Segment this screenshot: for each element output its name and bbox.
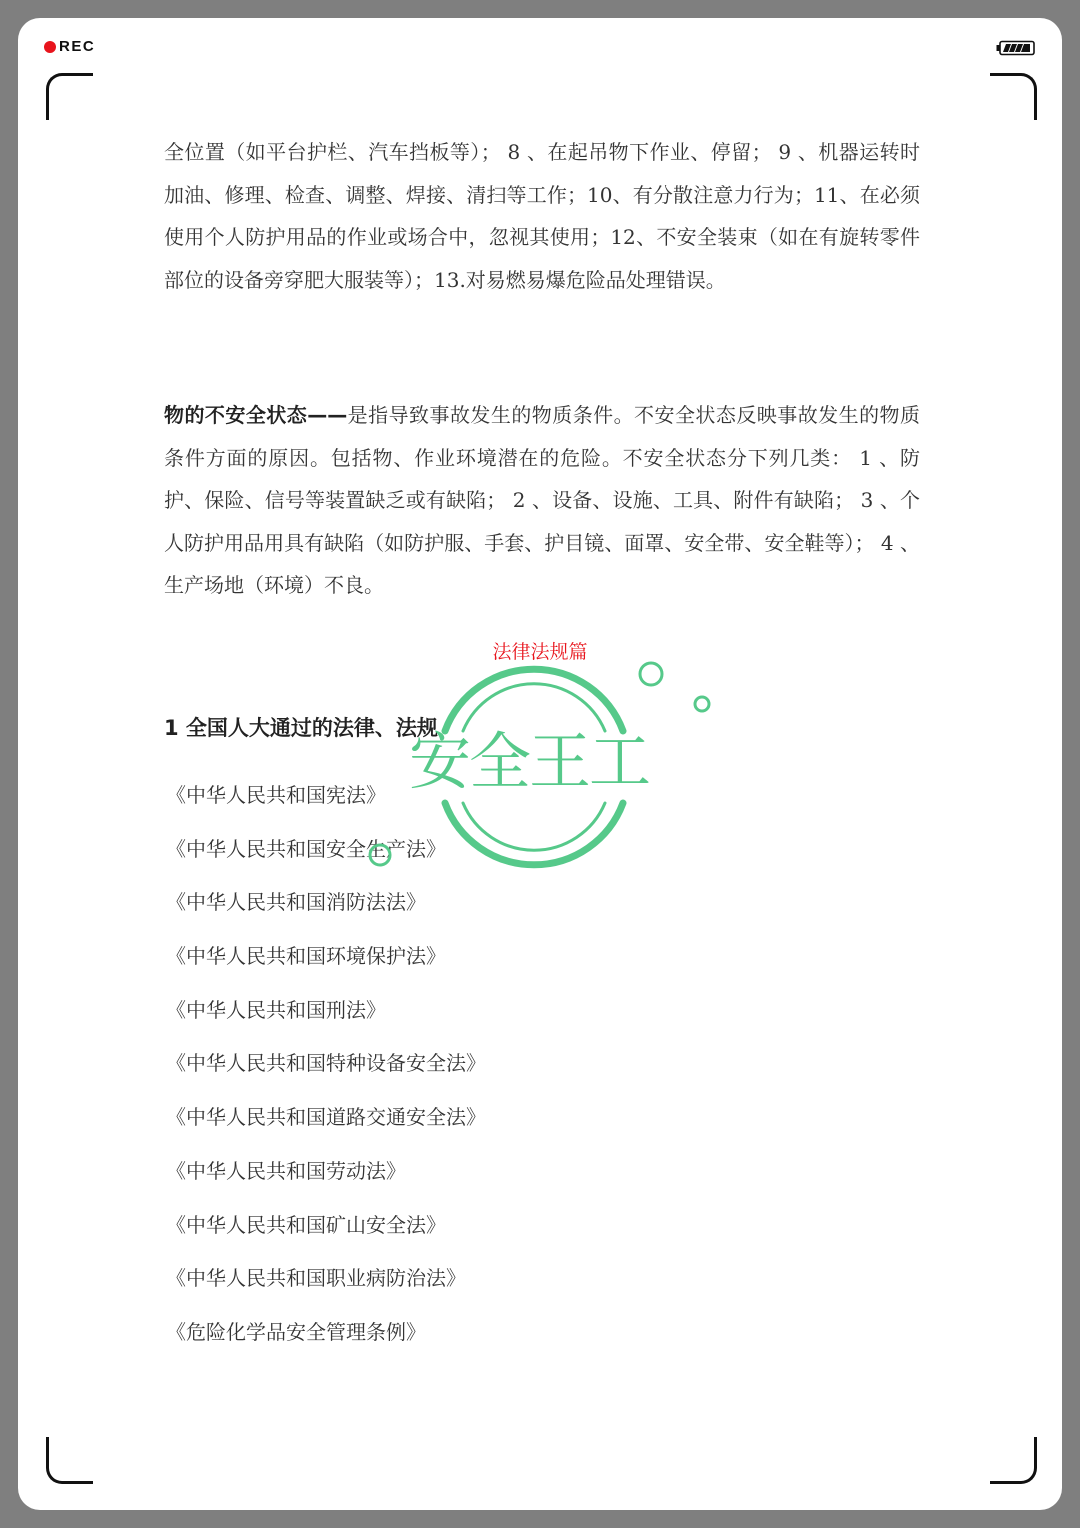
viewfinder-corner-icon bbox=[46, 1437, 93, 1484]
section-heading: 1 全国人大通过的法律、法规 bbox=[164, 716, 438, 740]
watermark-small-ring-icon bbox=[360, 835, 400, 875]
paragraph-text: 是指导致事故发生的物质条件。不安全状态反映事故发生的物质条件方面的原因。包括物、作业环境潜在的危险。不安全状态分下列几类： 1 、防护、保险、信号等装置缺乏或有缺陷； 2 、设备、设施、工具、附件有缺陷； 3 、个人防护用品用具有缺陷（如防护服、手套、护目镜、面罩、安全带、安全鞋等）； 4 、生产场地（环境）不良。 bbox=[164, 403, 921, 598]
watermark-title: 法律法规篇 bbox=[492, 641, 588, 663]
law-list-item: 《中华人民共和国安全生产法》 bbox=[166, 836, 446, 861]
unsafe-conditions-paragraph bbox=[164, 394, 920, 607]
law-list-item: 《中华人民共和国矿山安全法》 bbox=[166, 1212, 446, 1237]
battery-icon bbox=[996, 40, 1036, 56]
viewfinder-corner-icon bbox=[990, 1437, 1037, 1484]
law-list-item: 《中华人民共和国道路交通安全法》 bbox=[166, 1105, 486, 1130]
viewfinder-corner-icon bbox=[990, 73, 1037, 120]
law-list-item: 《中华人民共和国职业病防治法》 bbox=[166, 1266, 466, 1291]
watermark-main-text: 安全王工 bbox=[409, 725, 650, 798]
record-dot-icon bbox=[44, 41, 56, 53]
paragraph-text: 全位置（如平台护栏、汽车挡板等）； 8 、在起吊物下作业、停留； 9 、机器运转时加油、修理、检查、调整、焊接、清扫等工作；10、有分散注意力行为；11、在必须使用个人防护用品的作业或场合中，忽视其使用；12、不安全装束（如在有旋转零件部位的设备旁穿肥大服装等）；13.对易燃易爆危险品处理错误。 bbox=[164, 140, 920, 292]
unsafe-acts-paragraph bbox=[164, 131, 920, 301]
law-list-item: 《中华人民共和国环境保护法》 bbox=[166, 944, 446, 969]
law-list-item: 《中华人民共和国劳动法》 bbox=[166, 1158, 406, 1183]
law-list-item: 《危险化学品安全管理条例》 bbox=[166, 1319, 426, 1344]
law-list-item: 《中华人民共和国宪法》 bbox=[166, 783, 386, 807]
rec-label: REC bbox=[59, 38, 96, 55]
recording-indicator bbox=[44, 38, 95, 55]
paragraph-lead: 物的不安全状态—— bbox=[164, 403, 348, 427]
law-list-item: 《中华人民共和国刑法》 bbox=[166, 997, 386, 1022]
watermark-stamp bbox=[405, 635, 725, 875]
law-list-item: 《中华人民共和国特种设备安全法》 bbox=[166, 1051, 486, 1076]
viewfinder-corner-icon bbox=[46, 73, 93, 120]
law-list-item: 《中华人民共和国消防法法》 bbox=[166, 890, 426, 915]
